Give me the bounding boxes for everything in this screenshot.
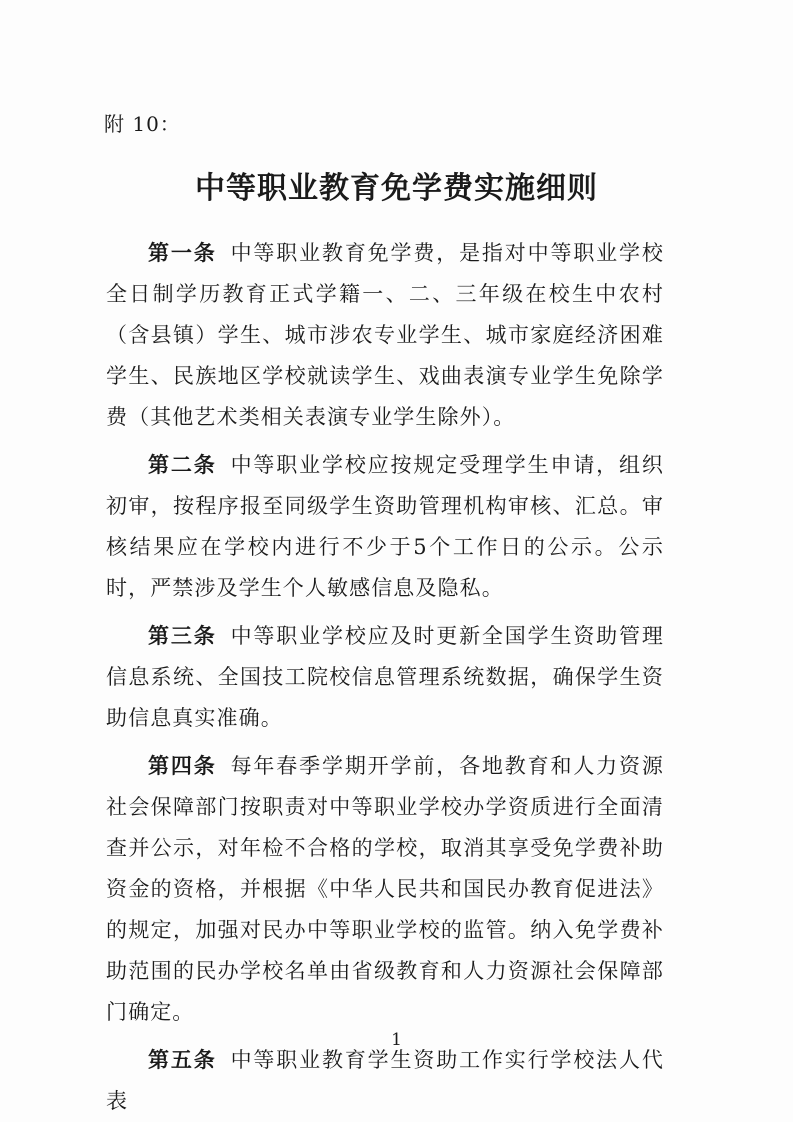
- article-text: 每年春季学期开学前，各地教育和人力资源社会保障部门按职责对中等职业学校办学资质进行全面清查并公示，对年检不合格的学校，取消其享受免学费补助资金的资格，并根据《中华人民共和国民办教育促进法》的规定，加强对民办中等职业学校的监管。纳入免学费补助范围的民办学校名单由省级教育和人力资源社会保障部门确定。: [106, 754, 664, 1024]
- article-text: 中等职业学校应及时更新全国学生资助管理信息系统、全国技工院校信息管理系统数据，确保学生资助信息真实准确。: [106, 624, 664, 730]
- article-text: 中等职业教育学生资助工作实行学校法人代表: [106, 1048, 664, 1113]
- document-title: 中等职业教育免学费实施细则: [195, 171, 598, 206]
- article-paragraph: [106, 444, 664, 609]
- document-body: [106, 232, 664, 1128]
- attachment-label: 附 10：: [104, 112, 181, 136]
- article-paragraph: [106, 232, 664, 438]
- article-label: 第一条: [148, 240, 217, 265]
- article-text: 中等职业学校应按规定受理学生申请，组织初审，按程序报至同级学生资助管理机构审核、汇总。审核结果应在学校内进行不少于5个工作日的公示。公示时，严禁涉及学生个人敏感信息及隐私。: [106, 453, 664, 600]
- page-number: 1: [391, 1030, 402, 1050]
- article-text: 中等职业教育免学费，是指对中等职业学校全日制学历教育正式学籍一、二、三年级在校生中农村（含县镇）学生、城市涉农专业学生、城市家庭经济困难学生、民族地区学校就读学生、戏曲表演专业学生免除学费（其他艺术类相关表演专业学生除外）。: [106, 241, 664, 429]
- article-label: 第二条: [148, 452, 217, 477]
- article-label: 第四条: [148, 753, 217, 778]
- article-paragraph: [106, 745, 664, 1033]
- article-paragraph: [106, 1039, 664, 1122]
- article-label: 第三条: [148, 623, 217, 648]
- article-label: 第五条: [148, 1047, 217, 1072]
- article-paragraph: [106, 615, 664, 739]
